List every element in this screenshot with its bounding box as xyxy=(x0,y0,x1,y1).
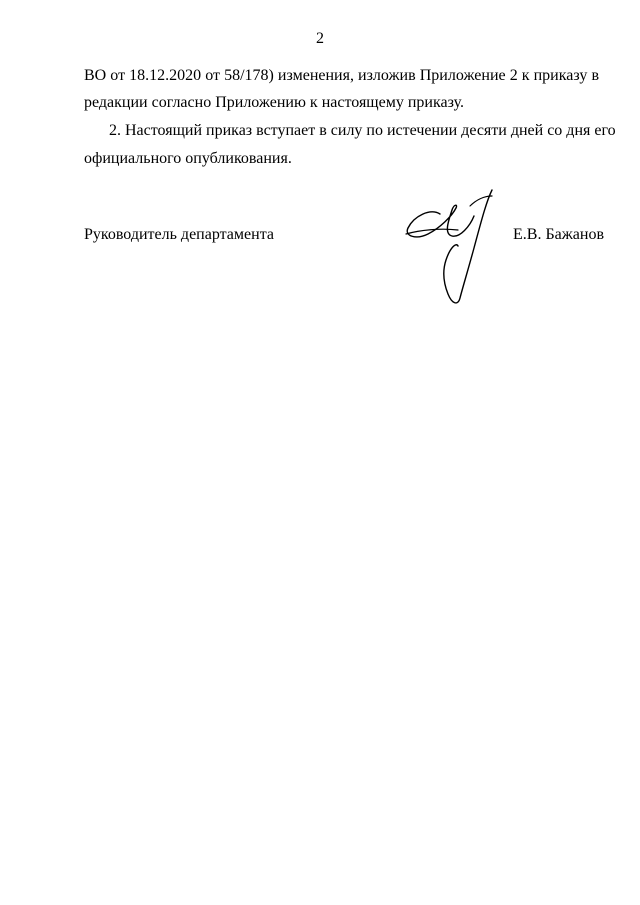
paragraph-1-line-2: редакции согласно Приложению к настоящему приказу. xyxy=(84,94,464,111)
page-number: 2 xyxy=(316,30,324,47)
signatory-role: Руководитель департамента xyxy=(84,226,274,243)
signatory-name: Е.В. Бажанов xyxy=(513,226,605,243)
paragraph-1-line-1: ВО от 18.12.2020 от 58/178) изменения, изложив Приложение 2 к приказу в xyxy=(84,67,599,84)
paragraph-2-line-2: официального опубликования. xyxy=(84,150,292,167)
paragraph-2-line-1: 2. Настоящий приказ вступает в силу по истечении десяти дней со дня его xyxy=(109,122,616,139)
handwritten-signature xyxy=(400,186,510,311)
